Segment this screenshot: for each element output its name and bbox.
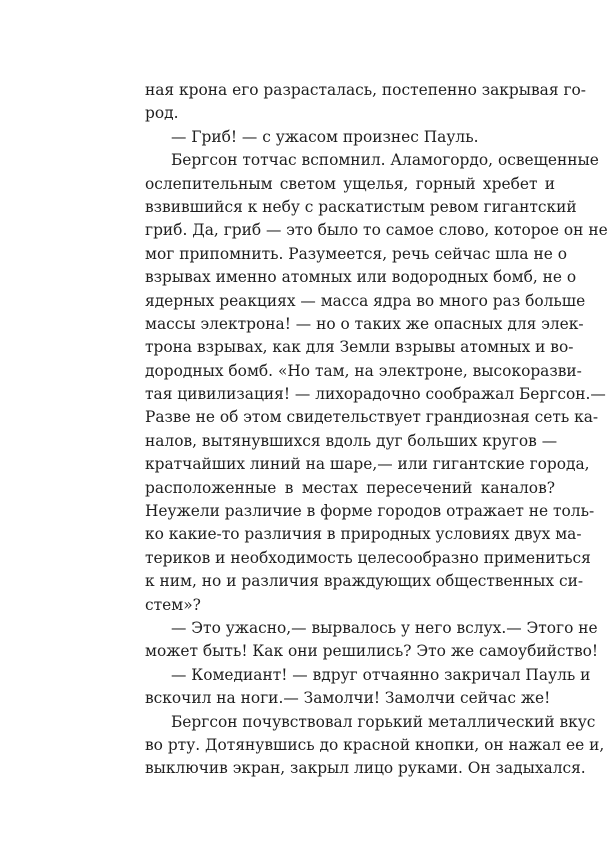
text-line: Бергсон почувствовал горький металлический вкус: [171, 712, 596, 731]
text-line: взвившийся к небу с раскатистым ревом гигантский: [145, 197, 577, 216]
text-line: может быть! Как они решились? Это же самоубийство!: [145, 642, 599, 661]
text-line: — Комедиант! — вдруг отчаянно закричал Пауль и: [171, 665, 591, 684]
text-line: гриб. Да, гриб — это было то самое слово, которое он не: [145, 221, 608, 240]
text-line: кратчайших линий на шаре,— или гигантские города,: [145, 455, 590, 474]
text-block: [145, 79, 608, 781]
text-line: во рту. Дотянувшись до красной кнопки, он нажал ее и,: [145, 735, 605, 754]
text-line: расположенные в местах пересечений каналов?: [145, 478, 555, 497]
text-line: ядерных реакциях — масса ядра во много раз больше: [145, 291, 586, 310]
text-line: Разве не об этом свидетельствует грандиозная сеть ка-: [145, 408, 599, 427]
text-line: вскочил на ноги.— Замолчи! Замолчи сейчас же!: [145, 689, 551, 708]
text-line: мог припомнить. Разумеется, речь сейчас шла не о: [145, 244, 567, 263]
text-line: тая цивилизация! — лихорадочно соображал Бергсон.—: [145, 385, 606, 404]
text-line: териков и необходимость целесообразно примениться: [145, 548, 591, 567]
text-line: ко какие-то различия в природных условиях двух ма-: [145, 525, 582, 544]
text-line: Неужели различие в форме городов отражает не толь-: [145, 502, 595, 521]
text-line: стем»?: [145, 595, 201, 614]
text-line: Бергсон тотчас вспомнил. Аламогордо, освещенные: [171, 151, 599, 170]
text-line: к ним, но и различия враждующих общественных си-: [145, 572, 584, 591]
text-line: дородных бомб. «Но там, на электроне, высокоразви-: [145, 361, 582, 380]
text-line: выключив экран, закрыл лицо руками. Он задыхался.: [145, 759, 586, 778]
text-line: трона взрывах, как для Земли взрывы атомных и во-: [145, 338, 574, 357]
text-line: род.: [145, 104, 179, 123]
text-line: — Гриб! — с ужасом произнес Пауль.: [171, 127, 479, 146]
text-line: — Это ужасно,— вырвалось у него вслух.— Этого не: [171, 618, 598, 637]
text-line: ная крона его разрасталась, постепенно закрывая го-: [145, 81, 586, 99]
text-line: массы электрона! — но о таких же опасных для элек-: [145, 314, 584, 333]
text-line: налов, вытянувшихся вдоль дуг больших кругов —: [145, 431, 558, 450]
text-line: ослепительным светом ущелья, горный хребет и: [145, 174, 555, 193]
text-line: взрывах именно атомных или водородных бомб, не о: [145, 268, 577, 287]
